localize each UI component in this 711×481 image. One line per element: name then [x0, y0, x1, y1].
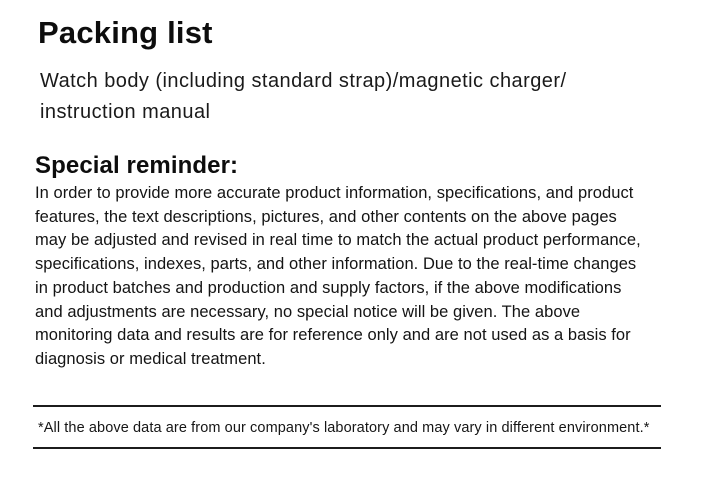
page-title: Packing list	[38, 15, 213, 50]
text-line: in product batches and production and supply factors, if the above modifications	[35, 278, 622, 297]
footnote-divider-top	[33, 405, 661, 407]
text-line: and adjustments are necessary, no special notice will be given. The above	[35, 302, 581, 321]
packing-contents-text	[40, 66, 566, 128]
text-line: In order to provide more accurate product information, specifications, and product	[35, 184, 634, 202]
text-line: specifications, indexes, parts, and other information. Due to the real-time changes	[35, 255, 637, 274]
special-reminder-paragraph	[35, 182, 641, 372]
text-line: features, the text descriptions, pictures, and other contents on the above pages	[35, 207, 617, 226]
text-line: instruction manual	[40, 101, 211, 123]
special-reminder-heading: Special reminder:	[35, 152, 239, 179]
text-line: may be adjusted and revised in real time to match the actual product performance,	[35, 231, 641, 250]
text-line: Watch body (including standard strap)/magnetic charger/	[40, 70, 567, 92]
text-line: monitoring data and results are for reference only and are not used as a basis for	[35, 326, 631, 345]
footnote-text: *All the above data are from our company's laboratory and may vary in different environment.*	[38, 420, 650, 436]
footnote-divider-bottom	[33, 447, 661, 449]
text-line: diagnosis or medical treatment.	[35, 349, 266, 368]
